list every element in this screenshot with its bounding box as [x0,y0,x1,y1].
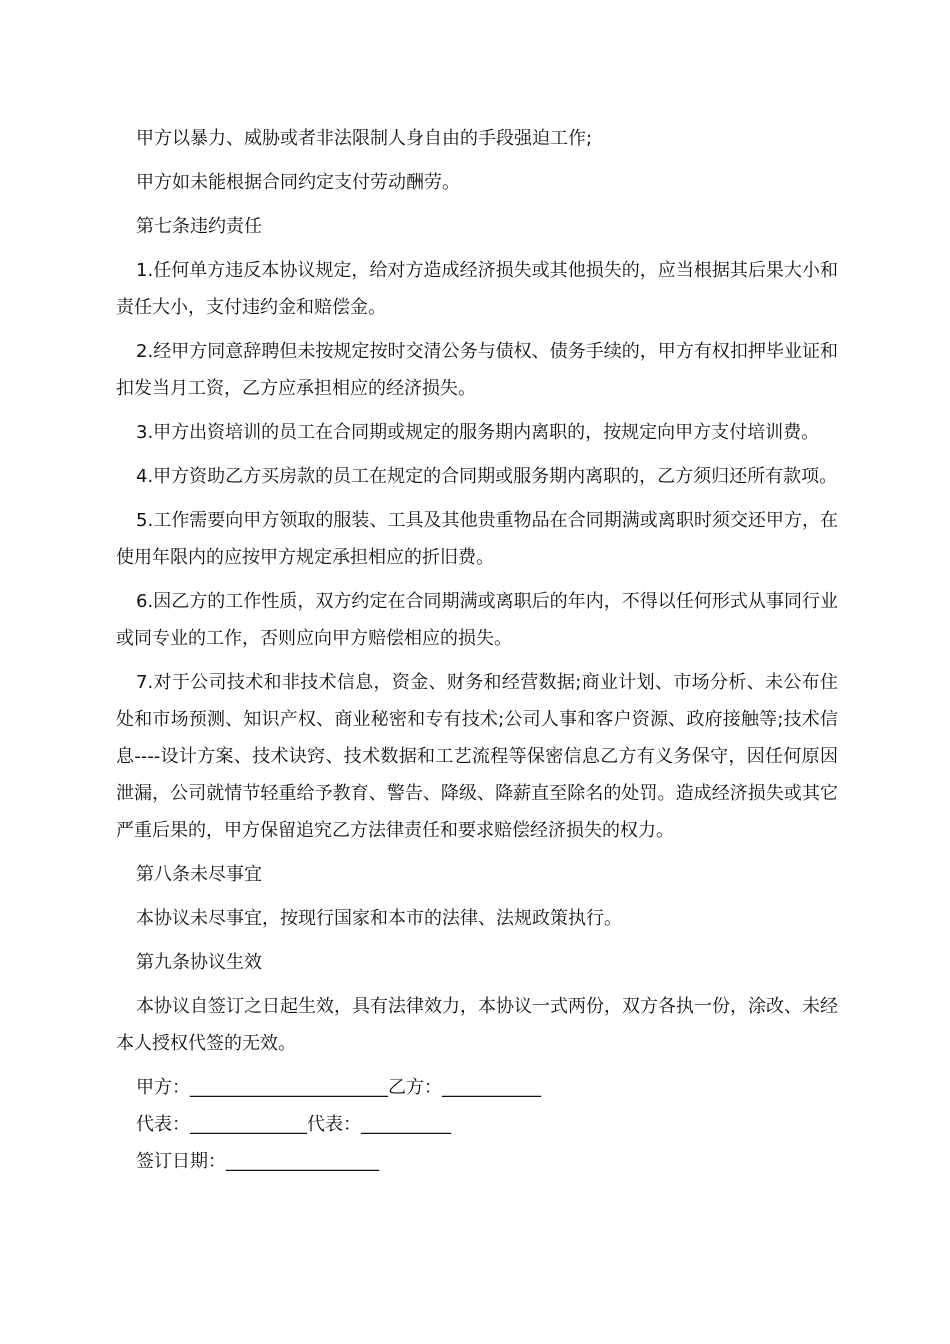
clause-7-3: 3.甲方出资培训的员工在合同期或规定的服务期内离职的，按规定向甲方支付培训费。 [136,422,820,443]
paragraph-article-8: 本协议未尽事宜，按现行国家和本市的法律、法规政策执行。 [136,908,622,929]
heading-article-9: 第九条协议生效 [136,952,262,973]
heading-article-7: 第七条违约责任 [136,216,262,237]
clause-7-1: 1.任何单方违反本协议规定，给对方造成经济损失或其他损失的，应当根据其后果大小和责任大小，支付违约金和赔偿金。 [116,260,838,318]
document-body [116,120,838,1180]
heading-article-8: 第八条未尽事宜 [136,864,262,885]
signature-date: 签订日期：_________________ [136,1151,379,1172]
signature-parties: 甲方：______________________乙方：___________ [136,1077,541,1098]
clause-7-6: 6.因乙方的工作性质，双方约定在合同期满或离职后的年内，不得以任何形式从事同行业或同专业的工作，否则应向甲方赔偿相应的损失。 [116,591,838,649]
paragraph-article-9: 本协议自签订之日起生效，具有法律效力，本协议一式两份，双方各执一份，涂改、未经本人授权代签的无效。 [116,996,838,1054]
paragraph-coercion: 甲方以暴力、威胁或者非法限制人身自由的手段强迫工作; [136,128,593,149]
clause-7-7: 7.对于公司技术和非技术信息，资金、财务和经营数据;商业计划、市场分析、未公布住处和市场预测、知识产权、商业秘密和专有技术;公司人事和客户资源、政府接触等;技术信息----设计方案、技术诀窍、技术数据和工艺流程等保密信息乙方有义务保守，因任何原因泄漏，公司就情节轻重给予教育、警告、降级、降薪直至除名的处罚。造成经济损失或其它严重后果的，甲方保留追究乙方法律责任和要求赔偿经济损失的权力。 [116,672,838,841]
clause-7-4: 4.甲方资助乙方买房款的员工在规定的合同期或服务期内离职的，乙方须归还所有款项。 [136,466,838,487]
clause-7-5: 5.工作需要向甲方领取的服装、工具及其他贵重物品在合同期满或离职时须交还甲方，在使用年限内的应按甲方规定承担相应的折旧费。 [116,510,838,568]
signature-representatives: 代表：_____________代表：__________ [136,1114,451,1135]
paragraph-unpaid: 甲方如未能根据合同约定支付劳动酬劳。 [136,172,460,193]
clause-7-2: 2.经甲方同意辞聘但未按规定按时交清公务与债权、债务手续的，甲方有权扣押毕业证和扣发当月工资，乙方应承担相应的经济损失。 [116,341,838,399]
